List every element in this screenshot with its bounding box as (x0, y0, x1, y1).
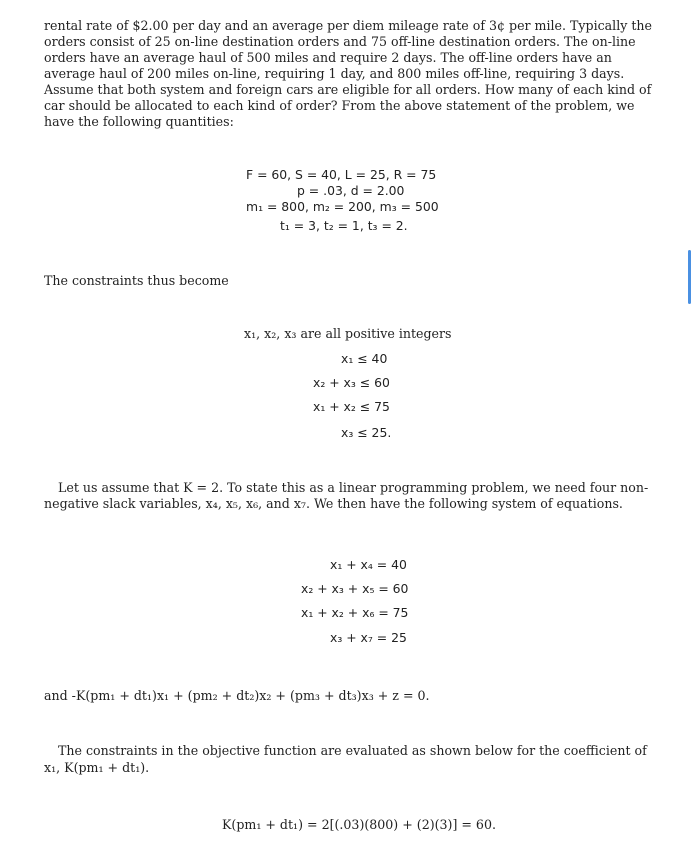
intro-line: rental rate of $2.00 per day and an average per diem mileage rate of 3¢ per mile. Typically the (44, 18, 652, 33)
slack-line-1: Let us assume that K = 2. To state this as a linear programming problem, we need four non- (58, 480, 649, 495)
slack-line-2: negative slack variables, x₄, x₅, x₆, and x₇. We then have the following system of equations. (44, 496, 623, 511)
equation-3: x₁ + x₂ + x₆ = 75 (301, 605, 409, 620)
constraints-intro: The constraints thus become (44, 273, 229, 288)
equation-1: x₁ + x₄ = 40 (330, 557, 407, 572)
intro-line: car should be allocated to each kind of order? From the above statement of the problem, we (44, 98, 635, 113)
constraint-3: x₁ + x₂ ≤ 75 (313, 399, 390, 414)
constraint-2: x₂ + x₃ ≤ 60 (313, 375, 390, 390)
intro-line: orders have an average haul of 500 miles and require 2 days. The off-line orders have an (44, 50, 612, 65)
coef-line-2: x₁, K(pm₁ + dt₁). (44, 760, 150, 775)
constraint-4: x₃ ≤ 25. (341, 425, 392, 440)
objective-function: and -K(pm₁ + dt₁)x₁ + (pm₂ + dt₂)x₂ + (pm₃ + dt₃)x₃ + z = 0. (44, 688, 430, 703)
intro-line: average haul of 200 miles on-line, requiring 1 day, and 800 miles off-line, requiring 3 days. (44, 66, 625, 81)
constraint-1: x₁ ≤ 40 (341, 351, 388, 366)
intro-line: have the following quantities: (44, 114, 234, 129)
intro-line: orders consist of 25 on-line destination orders and 75 off-line destination orders. The on-line (44, 34, 636, 49)
quantities-row-3: m₁ = 800, m₂ = 200, m₃ = 500 (246, 199, 439, 214)
quantities-row-2: p = .03, d = 2.00 (297, 183, 405, 198)
equation-4: x₃ + x₇ = 25 (330, 630, 407, 645)
constraint-integers: x₁, x₂, x₃ are all positive integers (244, 326, 452, 341)
equation-2: x₂ + x₃ + x₅ = 60 (301, 581, 409, 596)
intro-line: Assume that both system and foreign cars are eligible for all orders. How many of each kind of (44, 82, 652, 97)
final-equation: K(pm₁ + dt₁) = 2[(.03)(800) + (2)(3)] = 60. (222, 817, 496, 832)
quantities-row-4: t₁ = 3, t₂ = 1, t₃ = 2. (280, 218, 408, 233)
coef-line-1: The constraints in the objective function are evaluated as shown below for the coefficient of (58, 743, 647, 758)
quantities-row-1: F = 60, S = 40, L = 25, R = 75 (246, 167, 437, 182)
